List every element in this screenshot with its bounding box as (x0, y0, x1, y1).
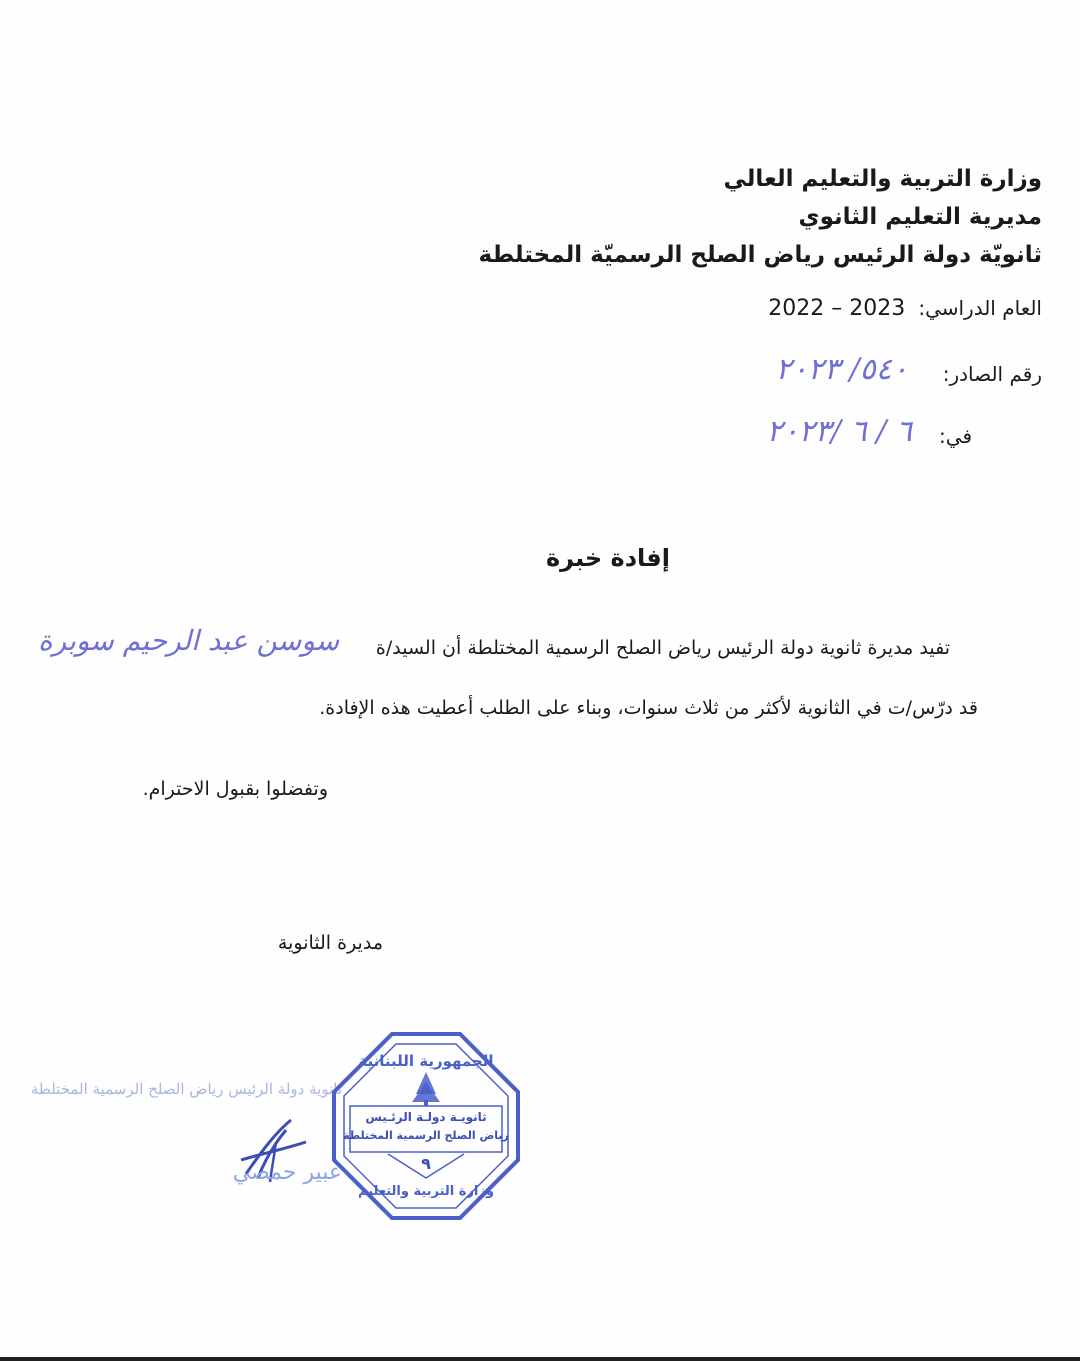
school-name: ثانويّة دولة الرئيس رياض الصلح الرسميّة المختلطة (478, 242, 1042, 268)
ministry-name: وزارة التربية والتعليم العالي (723, 166, 1042, 192)
stamp-line-1: ثانويـة دولـة الرئـيس (365, 1110, 487, 1124)
document-title: إفادة خبرة (546, 544, 670, 572)
faded-school-stamp: ثانوية دولة الرئيس رياض الصلح الرسمية المختلطة (30, 1080, 342, 1098)
date-value-handwritten: ٦ / ٦ /٢٠٢٣ (766, 414, 912, 449)
date-label: في: (939, 424, 972, 448)
year-value: 2022 – 2023 (768, 296, 906, 321)
ref-value-handwritten: ٥٤٠/ ٢٠٢٣ (775, 352, 908, 387)
signature-role: مديرة الثانوية (277, 932, 383, 954)
person-name-handwritten: سوسن عبد الرحيم سوبرة (38, 624, 340, 657)
body-line-2: قد درّس/ت في الثانوية لأكثر من ثلاث سنوات، وبناء على الطلب أعطيت هذه الإفادة. (319, 697, 978, 719)
academic-year-row (768, 296, 1042, 321)
ref-label: رقم الصادر: (942, 362, 1042, 386)
page-bottom-edge (0, 1357, 1080, 1361)
year-label: العام الدراسي: (918, 296, 1042, 320)
directorate-name: مديرية التعليم الثانوي (798, 204, 1042, 230)
stamp-number: ٩ (421, 1154, 431, 1173)
stamp-line-2: رياض الصلح الرسمية المختلطة (343, 1129, 509, 1142)
stamp-arc-top: الجمهورية اللبنانية (358, 1052, 494, 1070)
closing-line: وتفضلوا بقبول الاحترام. (142, 778, 328, 800)
director-name: عبير حمصي (232, 1160, 342, 1185)
official-stamp (330, 1030, 522, 1222)
body-line-1: تفيد مديرة ثانوية دولة الرئيس رياض الصلح الرسمية المختلطة أن السيد/ة (375, 637, 950, 659)
stamp-arc-bottom: وزارة التربية والتعليم (358, 1184, 494, 1199)
